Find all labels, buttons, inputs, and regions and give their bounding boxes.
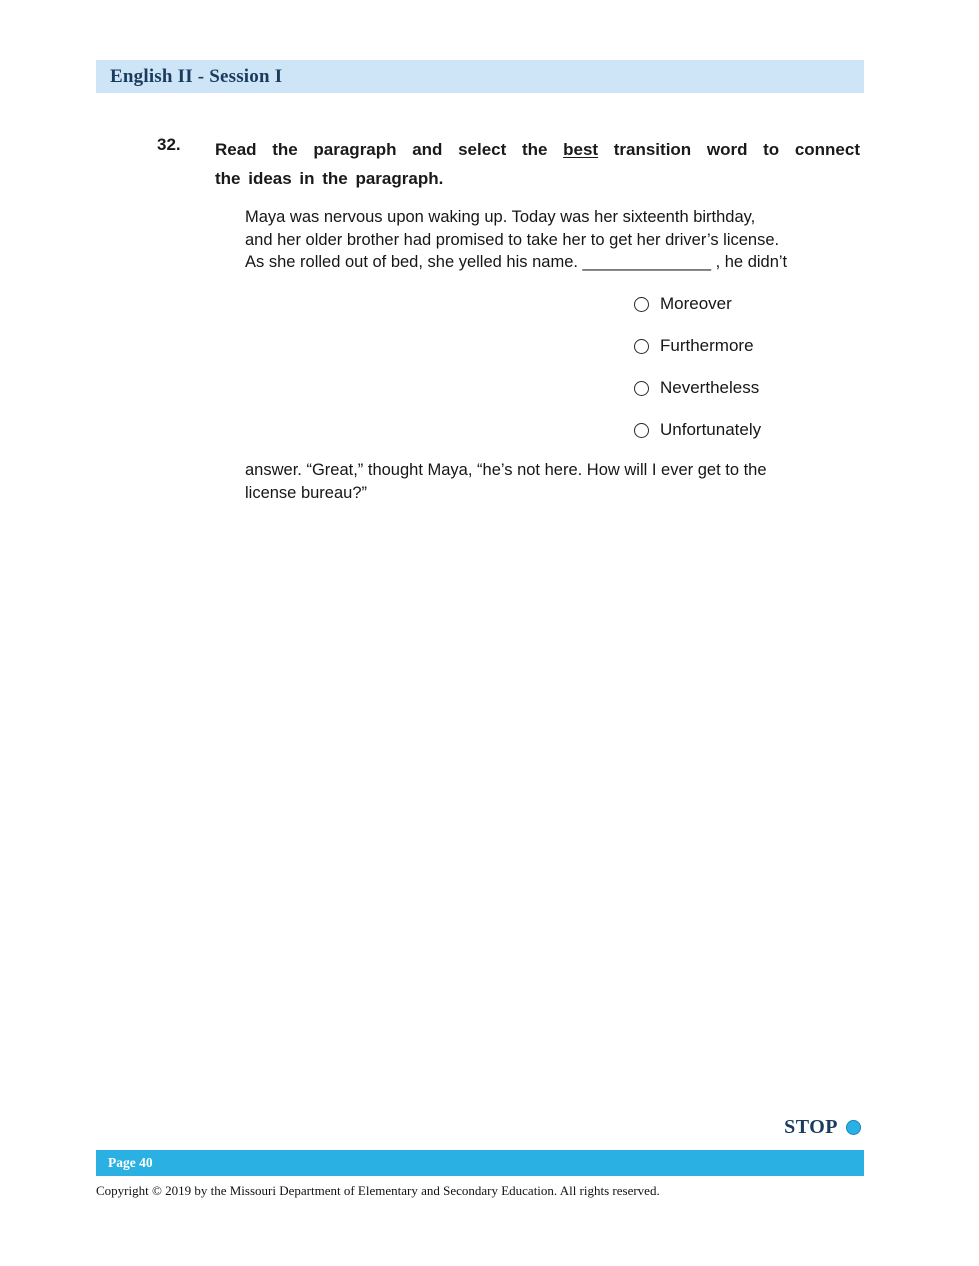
stimulus-line: As she rolled out of bed, she yelled his name. ______________ , he didn’t (245, 253, 788, 271)
answer-option-label: Nevertheless (660, 378, 760, 397)
answer-option-label: Furthermore (660, 336, 754, 355)
question-number: 32. (157, 135, 181, 154)
question-prompt (215, 135, 860, 193)
answer-options (634, 283, 874, 451)
answer-option-label: Unfortunately (660, 420, 762, 439)
answer-option-nevertheless[interactable] (634, 367, 874, 409)
answer-option-unfortunately[interactable] (634, 409, 874, 451)
radio-button-icon[interactable] (634, 297, 649, 312)
radio-button-icon[interactable] (634, 339, 649, 354)
stop-label: STOP (784, 1116, 838, 1138)
session-header-bar (96, 60, 864, 93)
radio-button-icon[interactable] (634, 423, 649, 438)
answer-option-label: Moreover (660, 294, 732, 313)
radio-button-icon[interactable] (634, 381, 649, 396)
stimulus-line: and her older brother had promised to take her to get her driver’s license. (245, 230, 780, 249)
page-footer-bar (96, 1150, 864, 1176)
stimulus-line: Maya was nervous upon waking up. Today was her sixteenth birthday, (245, 208, 756, 226)
prompt-underlined-word: best (563, 140, 599, 159)
page-number-label: Page 40 (108, 1155, 153, 1170)
stop-marker (784, 1116, 861, 1139)
question-prompt-line-2: the ideas in the paragraph. (215, 169, 444, 188)
prompt-text-after: transition word to connect (598, 140, 861, 159)
stop-dot-icon (846, 1120, 861, 1135)
question-prompt-line-1 (215, 135, 860, 164)
closing-line: answer. “Great,” thought Maya, “he’s not here. How will I ever get to the (245, 461, 767, 479)
answer-option-moreover[interactable] (634, 283, 874, 325)
session-title: English II - Session I (110, 65, 283, 87)
stimulus-paragraph (245, 206, 885, 274)
closing-paragraph (245, 459, 885, 504)
copyright-notice: Copyright © 2019 by the Missouri Department of Elementary and Secondary Education. All rights reserved. (96, 1183, 660, 1198)
answer-option-furthermore[interactable] (634, 325, 874, 367)
prompt-text-before: Read the paragraph and select the (215, 140, 564, 159)
closing-line: license bureau?” (245, 483, 367, 502)
